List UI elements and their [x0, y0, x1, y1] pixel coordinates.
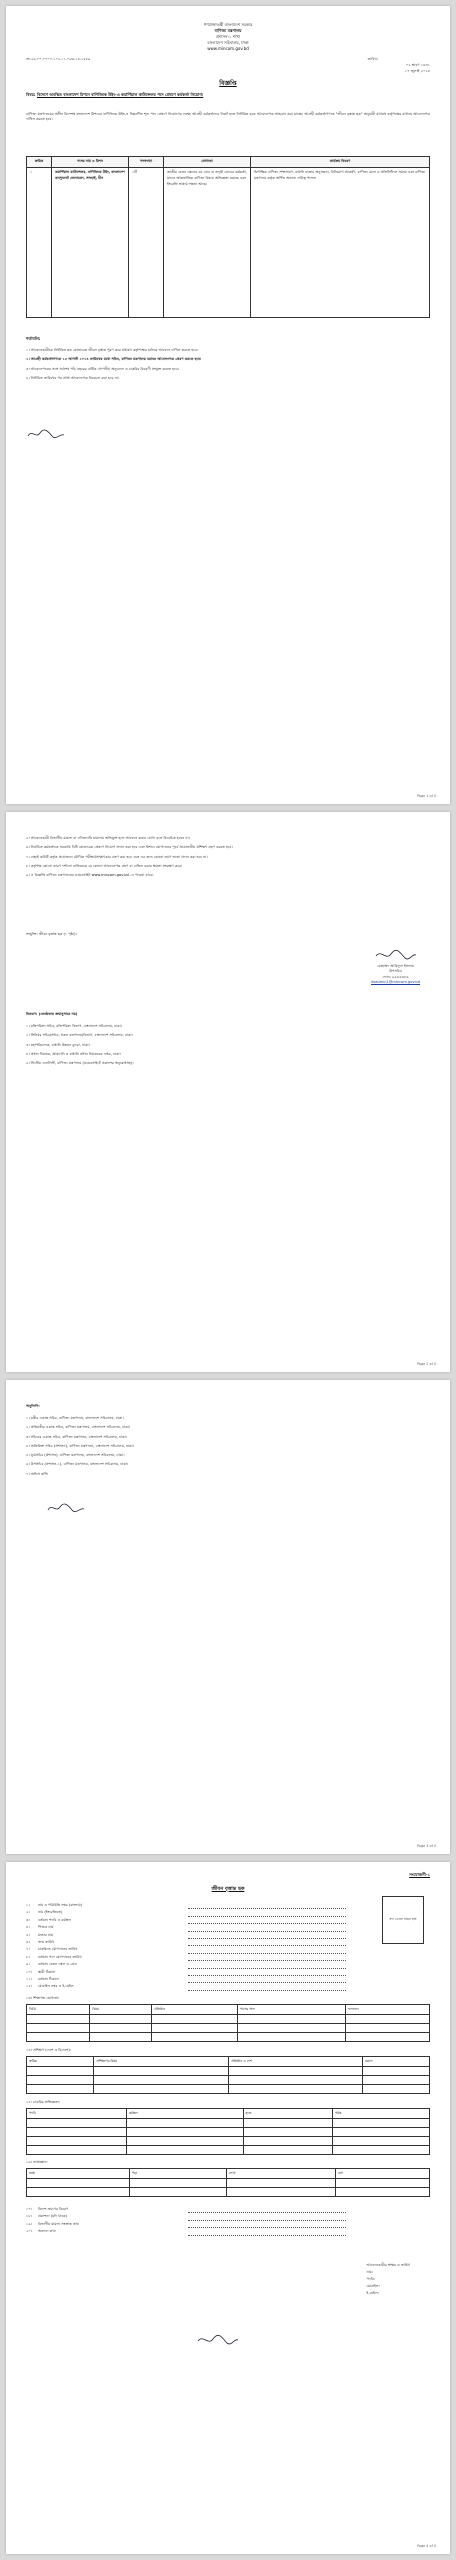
- field-label: মাতার নাম: [38, 1932, 54, 1937]
- list-item: [26, 1425, 430, 1430]
- list-item: [26, 1462, 430, 1467]
- col-header: মেয়াদ: [362, 2057, 429, 2067]
- field-number: ২।: [26, 1910, 30, 1915]
- form-field[interactable]: [26, 1946, 346, 1953]
- list-item-text: ১। মন্ত্রীর একান্ত সচিব, বাণিজ্য মন্ত্রণালয়, বাংলাদেশ সচিবালয়, ঢাকা।: [26, 1416, 124, 1420]
- date-english: ১৭ জুলাই ২০২৪: [404, 69, 430, 73]
- page-number: Page 2 of 4: [416, 1362, 436, 1366]
- condition-item: ১। আবেদনকারীকে নির্ধারিত ছক মোতাবেক জীবন বৃত্তান্ত পূরণ করে যথাযথ কর্তৃপক্ষের মাধ্যমে আবেদন দাখিল করতে হবে।: [26, 348, 199, 352]
- cell-sl: ১: [27, 168, 52, 318]
- form-field[interactable]: [26, 1954, 346, 1961]
- page-2: [6, 812, 450, 1372]
- col-header: পড়া: [129, 2169, 226, 2179]
- col-header: কর্মস্থল: [126, 2109, 243, 2119]
- table-row: [27, 168, 430, 318]
- extra-fields: [26, 2206, 346, 2236]
- field-number: ৩।: [26, 1917, 30, 1922]
- experience-table: [26, 2108, 430, 2155]
- field-number: ১০।: [26, 1969, 32, 1974]
- field-label: বিদেশ ভ্রমণের বিবরণ: [38, 2207, 69, 2211]
- conditions-list: [26, 348, 430, 385]
- form-field[interactable]: [26, 1939, 346, 1946]
- list-item: [26, 836, 430, 841]
- field-blank[interactable]: [188, 1976, 346, 1983]
- language-title: ১৬। ভাষাজ্ঞান:: [26, 2160, 48, 2164]
- list-item-text: ৩। মহাপরিচালক, রপ্তানি উন্নয়ন ব্যুরো, ঢাকা।: [26, 1042, 90, 1047]
- col-header: প্রশিক্ষণের বিষয়: [94, 2057, 229, 2067]
- field-label: বিভাগীয় মামলা সংক্রান্ত তথ্য: [38, 2221, 79, 2226]
- field-number: ৯।: [26, 1962, 30, 1967]
- field-label: নাম (ইংরেজিতে): [38, 1910, 63, 1915]
- signature-block: [371, 948, 420, 985]
- signature-image: [46, 1500, 86, 1519]
- field-blank[interactable]: [188, 1924, 346, 1931]
- field-blank[interactable]: [188, 2206, 346, 2213]
- signer-title: উপসচিব: [389, 969, 402, 974]
- form-field[interactable]: [26, 2221, 346, 2228]
- list-item: [26, 1472, 430, 1477]
- education-table: [26, 2004, 430, 2042]
- table-row[interactable]: [27, 2146, 430, 2155]
- table-row[interactable]: [27, 2085, 430, 2094]
- list-item-text: ৯। এ বিজ্ঞপ্তি বাণিজ্য মন্ত্রণালয়ের ওয়েবসাইট www.mincom.gov.bd -এ পাওয়া যাবে।: [26, 873, 154, 878]
- list-item-text: ৪। প্রধান নিয়ন্ত্রক, আমদানি ও রপ্তানি প্রধান নিয়ন্ত্রকের দপ্তর, ঢাকা।: [26, 1051, 121, 1056]
- col-header: বলা: [335, 2169, 429, 2179]
- list-item-text: ৬। নির্বাচিত কর্মকর্তাকে সরকারি বিধি মোতাবেক প্রেষণে নিয়োগ প্রদান করা হবে এবং মিশনে যোগদানের পূর্বে প্রয়োজনীয় প্রশিক্ষণ গ্রহণ করতে হবে।: [26, 845, 233, 850]
- form-title: জীবন বৃত্তান্ত ছক: [211, 1886, 245, 1892]
- list-item: [26, 845, 430, 850]
- table-row[interactable]: [27, 2067, 430, 2076]
- field-number: ৫।: [26, 1932, 30, 1937]
- list-item-text: ৮। কর্তৃপক্ষ কোনো কারণ দর্শানো ব্যতিরেকে যে কোনো আবেদনপত্র গ্রহণ বা বাতিল করার ক্ষমতা সংরক্ষণ করে।: [26, 863, 183, 868]
- table-row[interactable]: [27, 2119, 430, 2128]
- enclosure-note: সংযুক্তি: জীবন বৃত্তান্ত ছক (১ পৃষ্ঠা)।: [26, 932, 77, 936]
- form-field[interactable]: [26, 1902, 346, 1909]
- list-item: [26, 1453, 430, 1458]
- field-label: বর্তমান বেতন স্কেল ও গ্রেড: [38, 1962, 77, 1967]
- page-4: [6, 1862, 450, 2554]
- col-header: হতে: [243, 2109, 332, 2119]
- field-blank[interactable]: [188, 1909, 346, 1916]
- col-header: পাসের সাল: [237, 2005, 345, 2015]
- list-item-text: ৫। আবেদনকারী বিভাগীয় মামলা বা ফৌজদারি মামলায় অভিযুক্ত হলে আবেদন করার যোগ্য বলে বিবেচিত হবেন না।: [26, 836, 190, 840]
- field-label: নাম ও পরিচিতি নম্বর (বাংলায়): [38, 1903, 83, 1907]
- list-item: [26, 1444, 430, 1449]
- col-header: ভাষা: [27, 2169, 130, 2179]
- list-item: [26, 873, 430, 878]
- memo-number: নং-২৬.০০.০০০০.১০২.১১.০৬৬.১৪.১৫৮৯: [26, 57, 91, 61]
- field-label: বর্তমান ঠিকানা: [38, 1977, 59, 1982]
- col-header: ফলাফল: [345, 2005, 429, 2015]
- subject: [26, 92, 430, 99]
- field-number: ২০।: [26, 2229, 32, 2234]
- col-sl: ক্রমিক: [27, 157, 52, 168]
- table-header-row: [27, 2109, 430, 2119]
- table-row[interactable]: [27, 2128, 430, 2137]
- list-item-text: ৭। বাছাই কমিটি কর্তৃক প্রয়োজনে মৌখিক পরীক্ষা/সাক্ষাৎকার গ্রহণ করা হবে এবং এর জন্য কোনো ভ্রমণ ভাতা প্রদান করা হবে না।: [26, 854, 208, 859]
- section-line: প্রশাসন-১ শাখা: [215, 34, 241, 39]
- field-number: ৭।: [26, 1947, 30, 1952]
- list-item-text: ২। সিনিয়র সচিব/সচিব, সকল মন্ত্রণালয়/বিভাগ, বাংলাদেশ সচিবালয়, ঢাকা।: [26, 1033, 133, 1038]
- list-item: [26, 1052, 430, 1057]
- list-item: [26, 1416, 430, 1421]
- field-label: স্থায়ী ঠিকানা: [38, 1969, 56, 1974]
- signer-phone: ফোন: ৯৫৪৫৩৮৬: [382, 974, 409, 979]
- form-field[interactable]: [26, 1909, 346, 1916]
- signature-image: [196, 2332, 240, 2351]
- list-item: [26, 1024, 430, 1029]
- cell-count: ১টি: [129, 168, 164, 318]
- field-number: ১।: [26, 1903, 30, 1907]
- form-field[interactable]: [26, 2228, 346, 2235]
- dates: [405, 62, 430, 74]
- copy-list: [26, 1416, 430, 1481]
- training-table: [26, 2056, 430, 2094]
- table-header-row: [27, 157, 430, 168]
- table-row[interactable]: [27, 2015, 430, 2024]
- field-number: ১৮।: [26, 2214, 32, 2219]
- field-number: ১৭।: [26, 2207, 32, 2211]
- col-duty: কার্যক্রম বিবরণ: [251, 157, 430, 168]
- list-item: [26, 1435, 430, 1440]
- col-header: লেখা: [226, 2169, 335, 2179]
- bio-fields: [26, 1902, 346, 1991]
- field-blank[interactable]: [188, 1954, 346, 1961]
- experience-title: ১৫। চাকরির অভিজ্ঞতা:: [26, 2100, 60, 2104]
- table-header-row: [27, 2057, 430, 2067]
- applicant-signature-label: আবেদনকারীর স্বাক্ষর ও তারিখ: [366, 2263, 410, 2267]
- field-label: বর্তমান পদবি ও কর্মস্থল: [38, 1917, 71, 1922]
- table-header-row: [27, 2169, 430, 2179]
- applicant-mobile-line[interactable]: মোবাইল:: [366, 2284, 380, 2288]
- memo-row: [26, 56, 430, 63]
- notice-title: বিজ্ঞপ্তি: [219, 80, 237, 87]
- list-item: [26, 855, 430, 860]
- form-field[interactable]: [26, 1961, 346, 1968]
- govt-line: গণপ্রজাতন্ত্রী বাংলাদেশ সরকার: [203, 22, 253, 27]
- date-bangla: ০২ শ্রাবণ ১৪৩১: [405, 63, 430, 67]
- list-item-text: ৫। যুগ্মসচিব (প্রশাসন), বাণিজ্য মন্ত্রণালয়, বাংলাদেশ সচিবালয়, ঢাকা।: [26, 1453, 125, 1458]
- address-line: বাংলাদেশ সচিবালয়, ঢাকা: [207, 40, 249, 45]
- form-field[interactable]: [26, 1983, 346, 1990]
- conditions-title: শর্তাবলি:: [26, 336, 41, 341]
- list-item: [26, 1061, 430, 1066]
- col-post: পদের নাম ও মিশন: [52, 157, 129, 168]
- cell-qual: জাতীয় বেতন স্কেলের ৫ম গ্রেড বা তদূর্ধ্ব গ্রেডের কর্মকর্তা, যাদের আন্তর্জাতিক বাণিজ্য বিষয়ে অভিজ্ঞতা রয়েছে এবং ইংরেজি ভাষায় দক্ষতা আছে।: [164, 168, 251, 318]
- page-3: [6, 1380, 450, 1854]
- list-item: [26, 1033, 430, 1038]
- form-field[interactable]: [26, 2213, 346, 2220]
- list-item-text: ২। প্রতিমন্ত্রীর একান্ত সচিব, বাণিজ্য মন্ত্রণালয়, বাংলাদেশ সচিবালয়, ঢাকা।: [26, 1425, 131, 1430]
- field-label: পিতার নাম: [38, 1925, 54, 1930]
- field-number: ৪।: [26, 1925, 30, 1930]
- applicant-designation-line[interactable]: পদবি:: [366, 2277, 376, 2281]
- col-header: ডিগ্রি: [27, 2005, 90, 2015]
- field-label: জন্ম তারিখ: [38, 1940, 55, 1945]
- field-number: ৬।: [26, 1940, 30, 1945]
- list-item: [26, 1043, 430, 1048]
- list-item-text: ১। মন্ত্রিপরিষদ সচিব, মন্ত্রিপরিষদ বিভাগ, বাংলাদেশ সচিবালয়, ঢাকা।: [26, 1024, 123, 1028]
- form-field[interactable]: [26, 1976, 346, 1983]
- form-field[interactable]: [26, 1932, 346, 1939]
- table-row[interactable]: [27, 2024, 430, 2033]
- field-blank[interactable]: [188, 2228, 346, 2235]
- col-header: পর্যন্ত: [333, 2109, 430, 2119]
- field-label: মোবাইল নম্বর ও ই-মেইল: [38, 1984, 74, 1989]
- field-blank[interactable]: [188, 1939, 346, 1946]
- subject-text: বিদেশে অবস্থিত বাংলাদেশ মিশনে বাণিজ্যিক উইং-এ কমার্শিয়াল কাউন্সেলর পদে প্রেষণে কর্মকর্তা নিয়োগ।: [36, 92, 204, 97]
- col-header: প্রতিষ্ঠান: [152, 2005, 238, 2015]
- list-item-text: ৩। সচিবের একান্ত সচিব, বাণিজ্য মন্ত্রণালয়, বাংলাদেশ সচিবালয়, ঢাকা।: [26, 1434, 127, 1439]
- ministry-line: বাণিজ্য মন্ত্রণালয়: [214, 28, 242, 33]
- list-item-text: ৭। অফিস কপি।: [26, 1471, 49, 1476]
- condition-item: ৪। নির্ধারিত তারিখের পর প্রাপ্ত আবেদনপত্র বিবেচনা করা হবে না।: [26, 375, 120, 380]
- field-blank[interactable]: [188, 1932, 346, 1939]
- training-title: ১৪। প্রশিক্ষণ (দেশে ও বিদেশে):: [26, 2048, 71, 2052]
- signer-name: মোহাম্মদ আরিফুল ইসলাম: [377, 964, 414, 969]
- table-header-row: [27, 2005, 430, 2015]
- field-number: ৮।: [26, 1954, 30, 1959]
- list-item: [26, 864, 430, 869]
- terms-list: [26, 836, 430, 882]
- col-header: ক্রমিক: [27, 2057, 94, 2067]
- education-title: ১৩। শিক্ষাগত যোগ্যতা:: [26, 1996, 60, 2000]
- subject-label: বিষয়:: [26, 92, 36, 97]
- field-label: প্রকাশনা (যদি থাকে): [38, 2214, 67, 2219]
- page-number: Page 4 of 4: [416, 2544, 436, 2548]
- col-header: বিষয়: [90, 2005, 152, 2015]
- form-field[interactable]: [26, 1924, 346, 1931]
- field-number: ১১।: [26, 1977, 32, 1982]
- annex-label: সংযোজনী-১: [409, 1872, 430, 1877]
- field-blank[interactable]: [188, 2213, 346, 2220]
- condition-item: ২। আগ্রহী কর্মকর্তাগণকে ২৫ আগস্ট ২০২৪ তারিখের মধ্যে সচিব, বাণিজ্য মন্ত্রণালয় বরাবর আবেদনপত্র প্রেরণ করতে হবে।: [26, 357, 202, 362]
- distribution-title: বিতরণ: (জ্যেষ্ঠতার ক্রমানুসারে নয়): [26, 1012, 78, 1016]
- field-label: অন্যান্য তথ্য: [38, 2229, 56, 2234]
- field-blank[interactable]: [188, 1902, 346, 1909]
- language-table: [26, 2168, 430, 2197]
- intro-paragraph: বাণিজ্য মন্ত্রণালয়ের অধীন বিদেশস্থ বাংলাদেশ মিশনের বাণিজ্যিক উইং-এ নিম্নবর্ণিত শূন্য পদে প্রেষণে নিয়োগের লক্ষ্যে আগ্রহী কর্মকর্তাদের নিকট হতে নির্ধারিত ছকে আবেদনপত্র আহবান করা যাচ্ছে। আগ্রহী কর্মকর্তাগণকে "জীবন বৃত্তান্ত ছক" অনুযায়ী যথাযথ কর্তৃপক্ষের মাধ্যমে আবেদনপত্র দাখিল করতে হবে।: [26, 112, 430, 122]
- table-row[interactable]: [27, 2033, 430, 2042]
- field-blank[interactable]: [188, 1961, 346, 1968]
- field-blank[interactable]: [188, 1946, 346, 1953]
- table-row[interactable]: [27, 2188, 430, 2197]
- condition-item: ৩। আবেদনপত্রের সঙ্গে সর্বশেষ পাঁচ বছরের বার্ষিক গোপনীয় অনুবেদন ও চাকরির বিবরণী সংযুক্ত করতে হবে।: [26, 366, 179, 371]
- list-item-text: ৫। সিস্টেম এনালিস্ট, বাণিজ্য মন্ত্রণালয় (ওয়েবসাইটে প্রকাশের অনুরোধসহ)।: [26, 1061, 134, 1066]
- posts-table: [26, 156, 430, 318]
- field-blank[interactable]: [188, 1969, 346, 1976]
- copy-title: অনুলিপি:: [26, 1404, 40, 1408]
- applicant-name-line[interactable]: নাম:: [366, 2270, 373, 2274]
- list-item-text: ৬। উপসচিব (প্রশাসন-১), বাণিজ্য মন্ত্রণালয়, বাংলাদেশ সচিবালয়, ঢাকা।: [26, 1462, 129, 1467]
- table-row[interactable]: [27, 2137, 430, 2146]
- col-header: প্রতিষ্ঠান ও দেশ: [229, 2057, 363, 2067]
- field-blank[interactable]: [188, 1917, 346, 1924]
- cell-duty: দ্বিপাক্ষিক বাণিজ্য সম্প্রসারণ, রপ্তানি বাজার অনুসন্ধান, বিনিয়োগ আকর্ষণ, বাণিজ্য মেলা ও প্রতিনিধিদল সমন্বয় এবং বাণিজ্য মন্ত্রণালয় কর্তৃক অর্পিত অন্যান্য দায়িত্ব পালন।: [251, 168, 430, 318]
- photo-box: সদ্য তোলা রঙিন ছবি: [382, 1896, 424, 1944]
- field-blank[interactable]: [188, 1983, 346, 1990]
- applicant-email-line[interactable]: ই-মেইল:: [366, 2291, 379, 2295]
- website-line: www.mincom.gov.bd: [207, 46, 249, 51]
- col-qual: যোগ্যতা: [164, 157, 251, 168]
- letterhead: [6, 22, 450, 52]
- date-label: তারিখ:: [367, 57, 378, 61]
- cell-post: কমার্শিয়াল কাউন্সেলর, বাণিজ্যিক উইং, বাংলাদেশ কনস্যুলেট জেনারেল, সাংহাই, চীন: [52, 168, 129, 318]
- page-number: Page 3 of 4: [416, 1844, 436, 1848]
- signer-email[interactable]: dsadmin1@mincom.gov.bd: [371, 979, 420, 984]
- list-item-text: ৪। অতিরিক্ত সচিব (প্রশাসন), বাণিজ্য মন্ত্রণালয়, বাংলাদেশ সচিবালয়, ঢাকা।: [26, 1443, 134, 1448]
- form-field[interactable]: [26, 1969, 346, 1976]
- col-count: পদসংখ্যা: [129, 157, 164, 168]
- form-field[interactable]: [26, 1917, 346, 1924]
- signature-image: [26, 426, 66, 445]
- table-row[interactable]: [27, 2076, 430, 2085]
- page-number: Page 1 of 4: [416, 794, 436, 798]
- field-label: চাকরিতে যোগদানের তারিখ: [38, 1947, 78, 1952]
- field-number: ১২।: [26, 1984, 32, 1989]
- applicant-signature-block: [366, 2262, 410, 2297]
- field-number: ১৯।: [26, 2221, 32, 2226]
- field-label: বর্তমান পদে যোগদানের তারিখ: [38, 1954, 82, 1959]
- table-row[interactable]: [27, 2179, 430, 2188]
- field-blank[interactable]: [188, 2221, 346, 2228]
- page-1: [6, 6, 450, 804]
- col-header: পদবি: [27, 2109, 127, 2119]
- form-field[interactable]: [26, 2206, 346, 2213]
- distribution-list: [26, 1024, 430, 1070]
- signature-image: [374, 948, 418, 962]
